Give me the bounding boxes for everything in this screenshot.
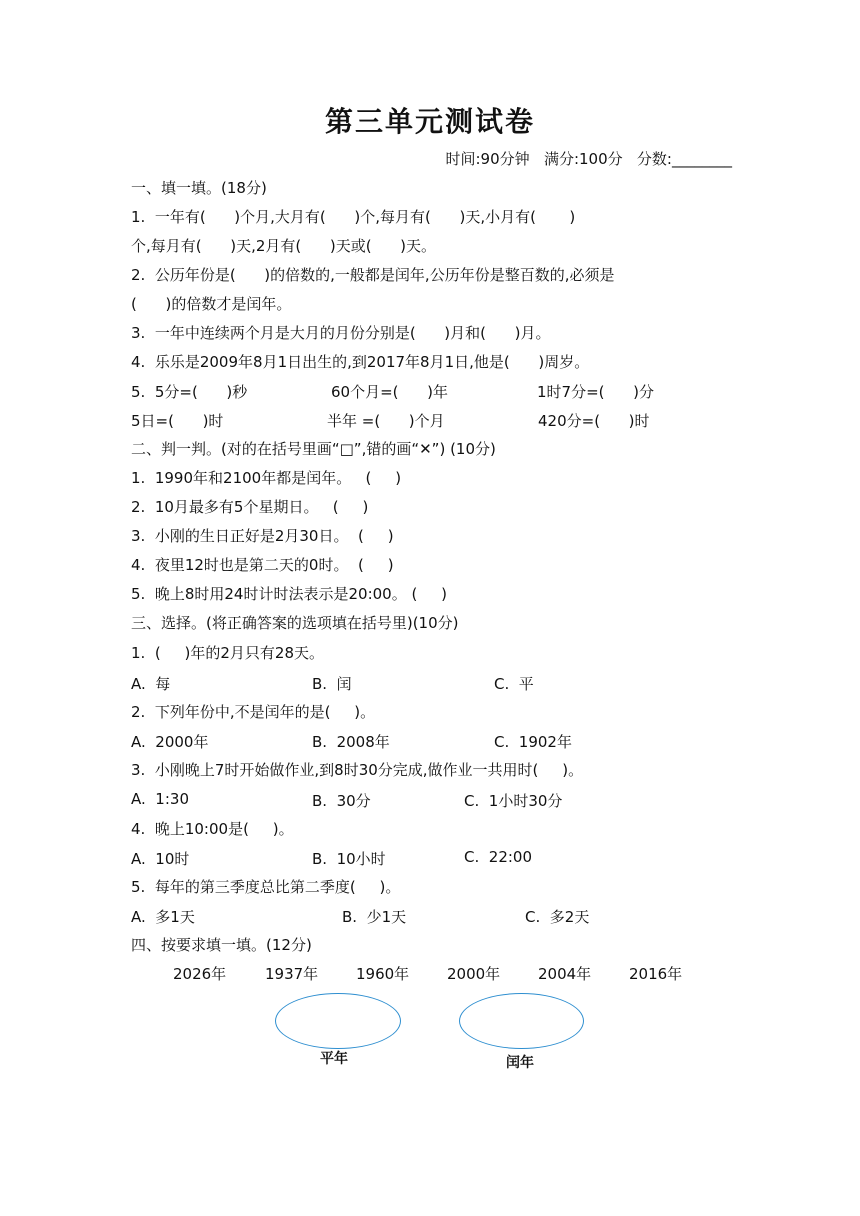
question-line: 3. 一年中连续两个月是大月的月份分别是( )月和( )月。 [131,324,551,342]
conversion-item: 60个月=( )年 [331,383,448,401]
option: C. 1902年 [494,733,572,751]
leap-year-label: 闰年 [506,1055,534,1071]
year-item: 1960年 [356,965,410,983]
option: A. 1:30 [131,790,189,808]
year-item: 2016年 [629,965,683,983]
page-title: 第三单元测试卷 [324,105,535,138]
option: C. 平 [494,675,534,693]
question-line: 4. 夜里12时也是第二天的0时。 ( ) [131,556,394,574]
option: A. 每 [131,675,171,693]
option: C. 22:00 [464,848,533,866]
option: B. 2008年 [312,733,390,751]
question-line: 个,每月有( )天,2月有( )天或( )天。 [131,237,437,255]
option: A. 10时 [131,850,190,868]
section1-heading: 一、填一填。(18分) [131,179,267,197]
section3-heading: 三、选择。(将正确答案的选项填在括号里)(10分) [131,614,459,632]
year-item: 1937年 [265,965,319,983]
option: B. 闰 [312,675,352,693]
option: B. 10小时 [312,850,386,868]
year-item: 2026年 [173,965,227,983]
question-line: ( )的倍数才是闰年。 [131,295,292,313]
common-year-label: 平年 [320,1051,348,1067]
question-line: 4. 乐乐是2009年8月1日出生的,到2017年8月1日,他是( )周岁。 [131,353,590,371]
conversion-row [131,381,751,401]
question-line: 2. 下列年份中,不是闰年的是( )。 [131,703,376,721]
year-item: 2004年 [538,965,592,983]
question-line: 4. 晚上10:00是( )。 [131,820,294,838]
common-year-oval [275,993,401,1049]
options-row [131,673,751,693]
question-line: 3. 小刚晚上7时开始做作业,到8时30分完成,做作业一共用时( )。 [131,761,584,779]
question-line: 1. ( )年的2月只有28天。 [131,644,325,662]
section4-heading: 四、按要求填一填。(12分) [131,936,312,954]
option: B. 少1天 [342,908,407,926]
options-row [131,906,751,926]
option: C. 1小时30分 [464,792,563,810]
exam-meta: 时间:90分钟 满分:100分 分数:________ [445,150,732,168]
leap-year-oval [459,993,584,1049]
question-line: 2. 公历年份是( )的倍数的,一般都是闰年,公历年份是整百数的,必须是 [131,266,615,284]
question-line: 2. 10月最多有5个星期日。 ( ) [131,498,369,516]
conversion-item: 420分=( )时 [538,412,650,430]
conversion-item: 1时7分=( )分 [537,383,654,401]
conversion-item: 5日=( )时 [131,412,224,430]
options-row [131,848,751,868]
option: A. 2000年 [131,733,209,751]
conversion-item: 5. 5分=( )秒 [131,383,248,401]
option: A. 多1天 [131,908,195,926]
year-list [0,963,860,983]
question-line: 1. 一年有( )个月,大月有( )个,每月有( )天,小月有( ) [131,208,576,226]
option: B. 30分 [312,792,371,810]
conversion-item: 半年 =( )个月 [327,412,445,430]
question-line: 3. 小刚的生日正好是2月30日。 ( ) [131,527,394,545]
options-row [131,731,751,751]
question-line: 5. 晚上8时用24时计时法表示是20:00。 ( ) [131,585,448,603]
question-line: 1. 1990年和2100年都是闰年。 ( ) [131,469,402,487]
section2-heading: 二、判一判。(对的在括号里画“□”,错的画“✕”) (10分) [131,440,496,458]
option: C. 多2天 [525,908,590,926]
conversion-row [131,410,751,430]
year-item: 2000年 [447,965,501,983]
options-row [131,790,751,810]
question-line: 5. 每年的第三季度总比第二季度( )。 [131,878,401,896]
